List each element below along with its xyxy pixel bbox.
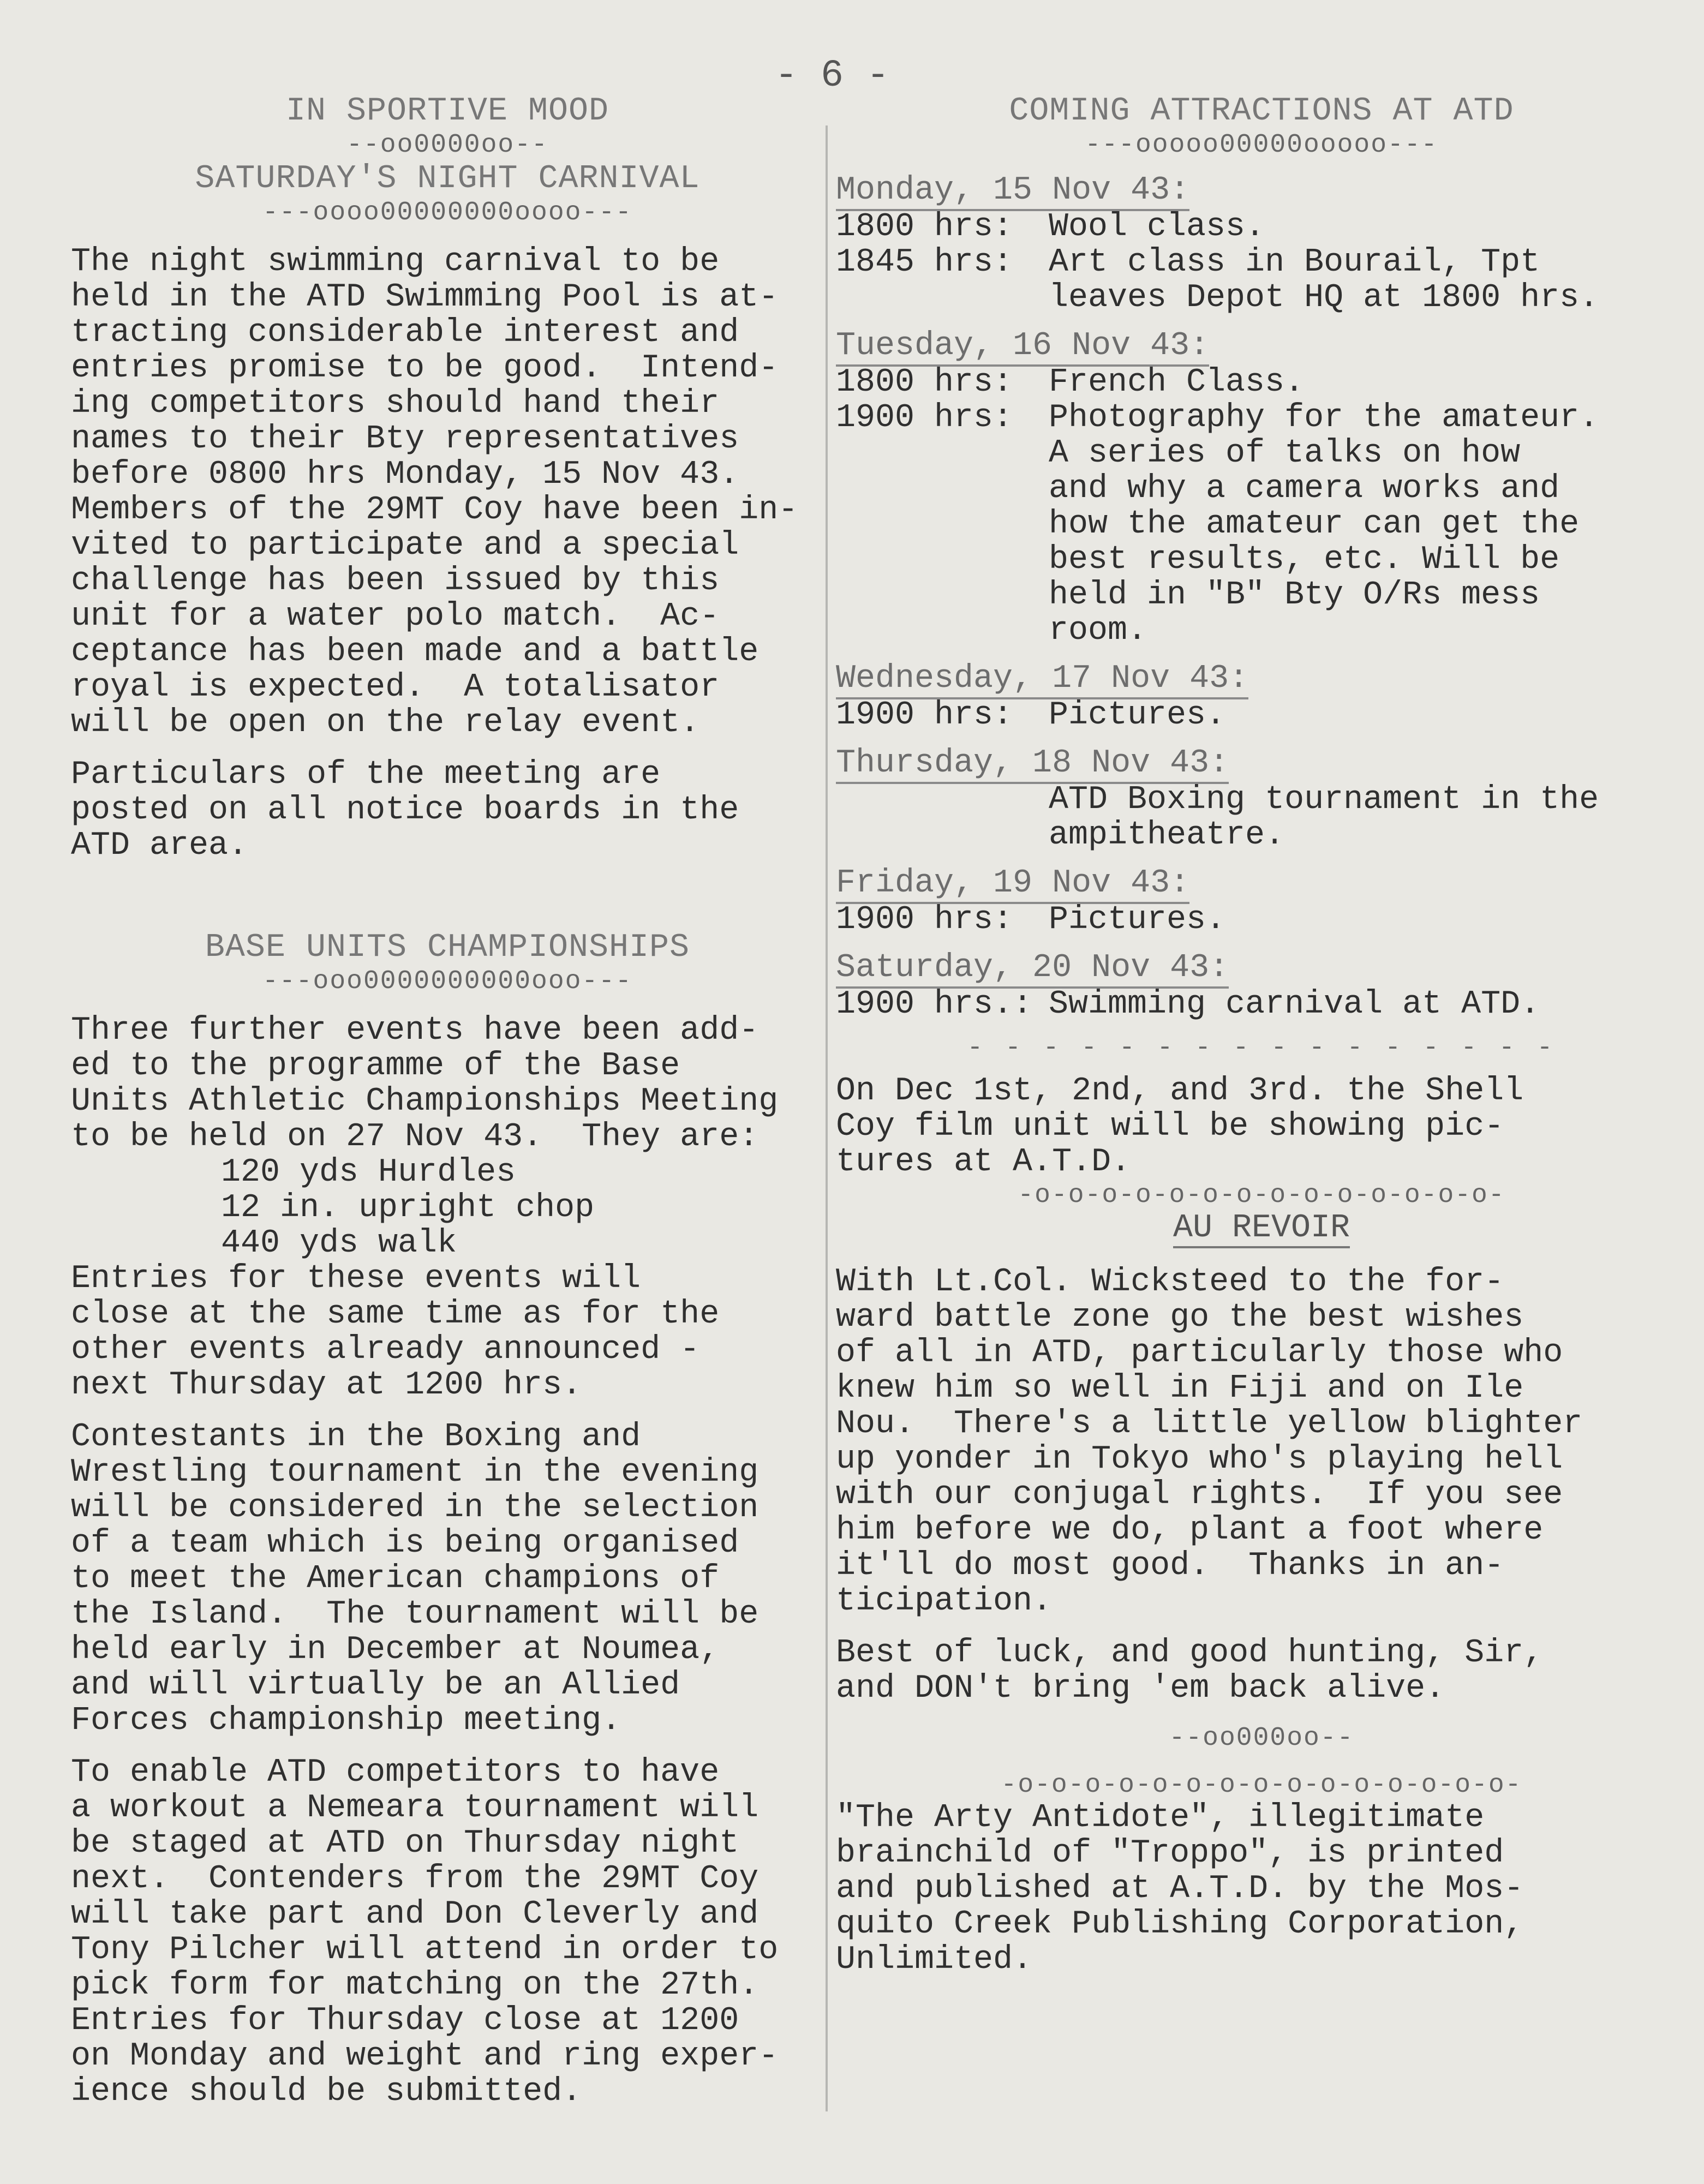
paragraph-au-revoir: With Lt.Col. Wicksteed to the for- ward battle zone go the best wishes of all in ATD, particularly those who knew him so well in Fiji and on Ile Nou. There's a little yellow blighter up yonder in Tokyo who's playing hell with our conjugal rights. If you see him before we do, plant a foot where it'll do most good. Thanks in an- ticipation. xyxy=(836,1264,1583,1620)
dashed-separator: - - - - - - - - - - - - - - - - xyxy=(967,1033,1556,1063)
schedule-row: 1900 hrs: Photography for the amateur. A series of talks on how and why a camera works and how the amateur can get the best results, etc. Will be held in "B" Bty O/Rs mess room. xyxy=(836,399,1599,649)
ornament: -o-o-o-o-o-o-o-o-o-o-o-o-o-o-o- xyxy=(1001,1770,1522,1800)
page-number: - 6 - xyxy=(775,55,890,98)
paragraph-best-of-luck: Best of luck, and good hunting, Sir, and DON't bring 'em back alive. xyxy=(836,1635,1544,1707)
subtitle-carnival: SATURDAY'S NIGHT CARNIVAL xyxy=(195,160,700,198)
paragraph-film-unit: On Dec 1st, 2nd, and 3rd. the Shell Coy film unit will be showing pic- tures at A.T.D. xyxy=(836,1073,1524,1181)
ornament: --oo000oo-- xyxy=(1169,1724,1354,1753)
ornament: --oo0000oo-- xyxy=(346,130,548,160)
day-heading: Saturday, 20 Nov 43: xyxy=(836,949,1687,987)
schedule xyxy=(836,171,1687,1022)
list-item: 440 yds walk xyxy=(221,1225,457,1262)
ornament: ---oooo00000000oooo--- xyxy=(262,198,632,228)
paragraph-carnival: The night swimming carnival to be held in the ATD Swimming Pool is at- tracting considerable interest and entries promise to be good. Intend- ing competitors should hand their names to their Bty representatives before 0800 hrs Monday, 15 Nov 43. Members of the 29MT Coy have been in- vited to participate and a special challenge has been issued by this unit for a water polo match. Ac- ceptance has been made and a battle royal is expected. A totalisator will be open on the relay event. xyxy=(71,243,798,741)
section-title-championships: BASE UNITS CHAMPIONSHIPS xyxy=(205,929,690,966)
schedule-row: 1845 hrs: Art class in Bourail, Tpt leaves Depot HQ at 1800 hrs. xyxy=(836,244,1599,316)
day-heading: Monday, 15 Nov 43: xyxy=(836,171,1687,210)
schedule-row: 1900 hrs: Pictures. xyxy=(836,901,1226,938)
paragraph-colophon: "The Arty Antidote", illegitimate brainchild of "Troppo", is printed and published at A.T.D. by the Mos- quito Creek Publishing Corporation, Unlimited. xyxy=(836,1799,1524,1978)
events-list xyxy=(71,1155,824,1261)
day-heading: Friday, 19 Nov 43: xyxy=(836,864,1687,902)
ornament: ---ooooo00000ooooo--- xyxy=(1085,130,1438,160)
schedule-row: ATD Boxing tournament in the ampitheatre. xyxy=(1049,781,1599,854)
paragraph-events-added: Three further events have been add- ed to the programme of the Base Units Athletic Championships Meeting to be held on 27 Nov 43. They are: xyxy=(71,1012,779,1156)
section-title-au-revoir: AU REVOIR xyxy=(836,1211,1687,1248)
section-title-attractions: COMING ATTRACTIONS AT ATD xyxy=(1009,93,1514,130)
paragraph-workout: To enable ATD competitors to have a workout a Nemeara tournament will be staged at ATD on Thursday night next. Contenders from the 29MT Coy will take part and Don Cleverly and Tony Pilcher will attend in order to pick form for matching on the 27th. Entries for Thursday close at 1200 on Monday and weight and ring exper- ience should be submitted. xyxy=(71,1754,779,2110)
left-column xyxy=(71,93,824,2110)
paragraph-entries: Entries for these events will close at the same time as for the other events already announced - next Thursday at 1200 hrs. xyxy=(71,1260,720,1404)
day-heading: Wednesday, 17 Nov 43: xyxy=(836,660,1687,698)
ornament: -o-o-o-o-o-o-o-o-o-o-o-o-o-o- xyxy=(1018,1181,1505,1210)
schedule-row: 1900 hrs: Pictures. xyxy=(836,697,1226,734)
paragraph-particulars: Particulars of the meeting are posted on all notice boards in the ATD area. xyxy=(71,756,739,864)
day-heading: Tuesday, 16 Nov 43: xyxy=(836,327,1687,365)
day-heading: Thursday, 18 Nov 43: xyxy=(836,744,1687,782)
list-item: 12 in. upright chop xyxy=(221,1189,595,1226)
section-title-sportive: IN SPORTIVE MOOD xyxy=(285,93,609,130)
paragraph-boxing: Contestants in the Boxing and Wrestling tournament in the evening will be considered in the selection of a team which is being organised to meet the American champions of the Island. The tournament will be held early in December at Noumea, and will virtually be an Allied Forces championship meeting. xyxy=(71,1419,759,1739)
list-item: 120 yds Hurdles xyxy=(221,1154,516,1191)
schedule-row: 1800 hrs: Wool class. xyxy=(836,208,1265,246)
ornament: ---ooo0000000000ooo--- xyxy=(262,967,632,996)
column-divider xyxy=(826,125,828,2111)
schedule-row: 1800 hrs: French Class. xyxy=(836,364,1305,401)
schedule-row: 1900 hrs.: Swimming carnival at ATD. xyxy=(836,986,1540,1023)
right-column xyxy=(836,93,1687,1978)
